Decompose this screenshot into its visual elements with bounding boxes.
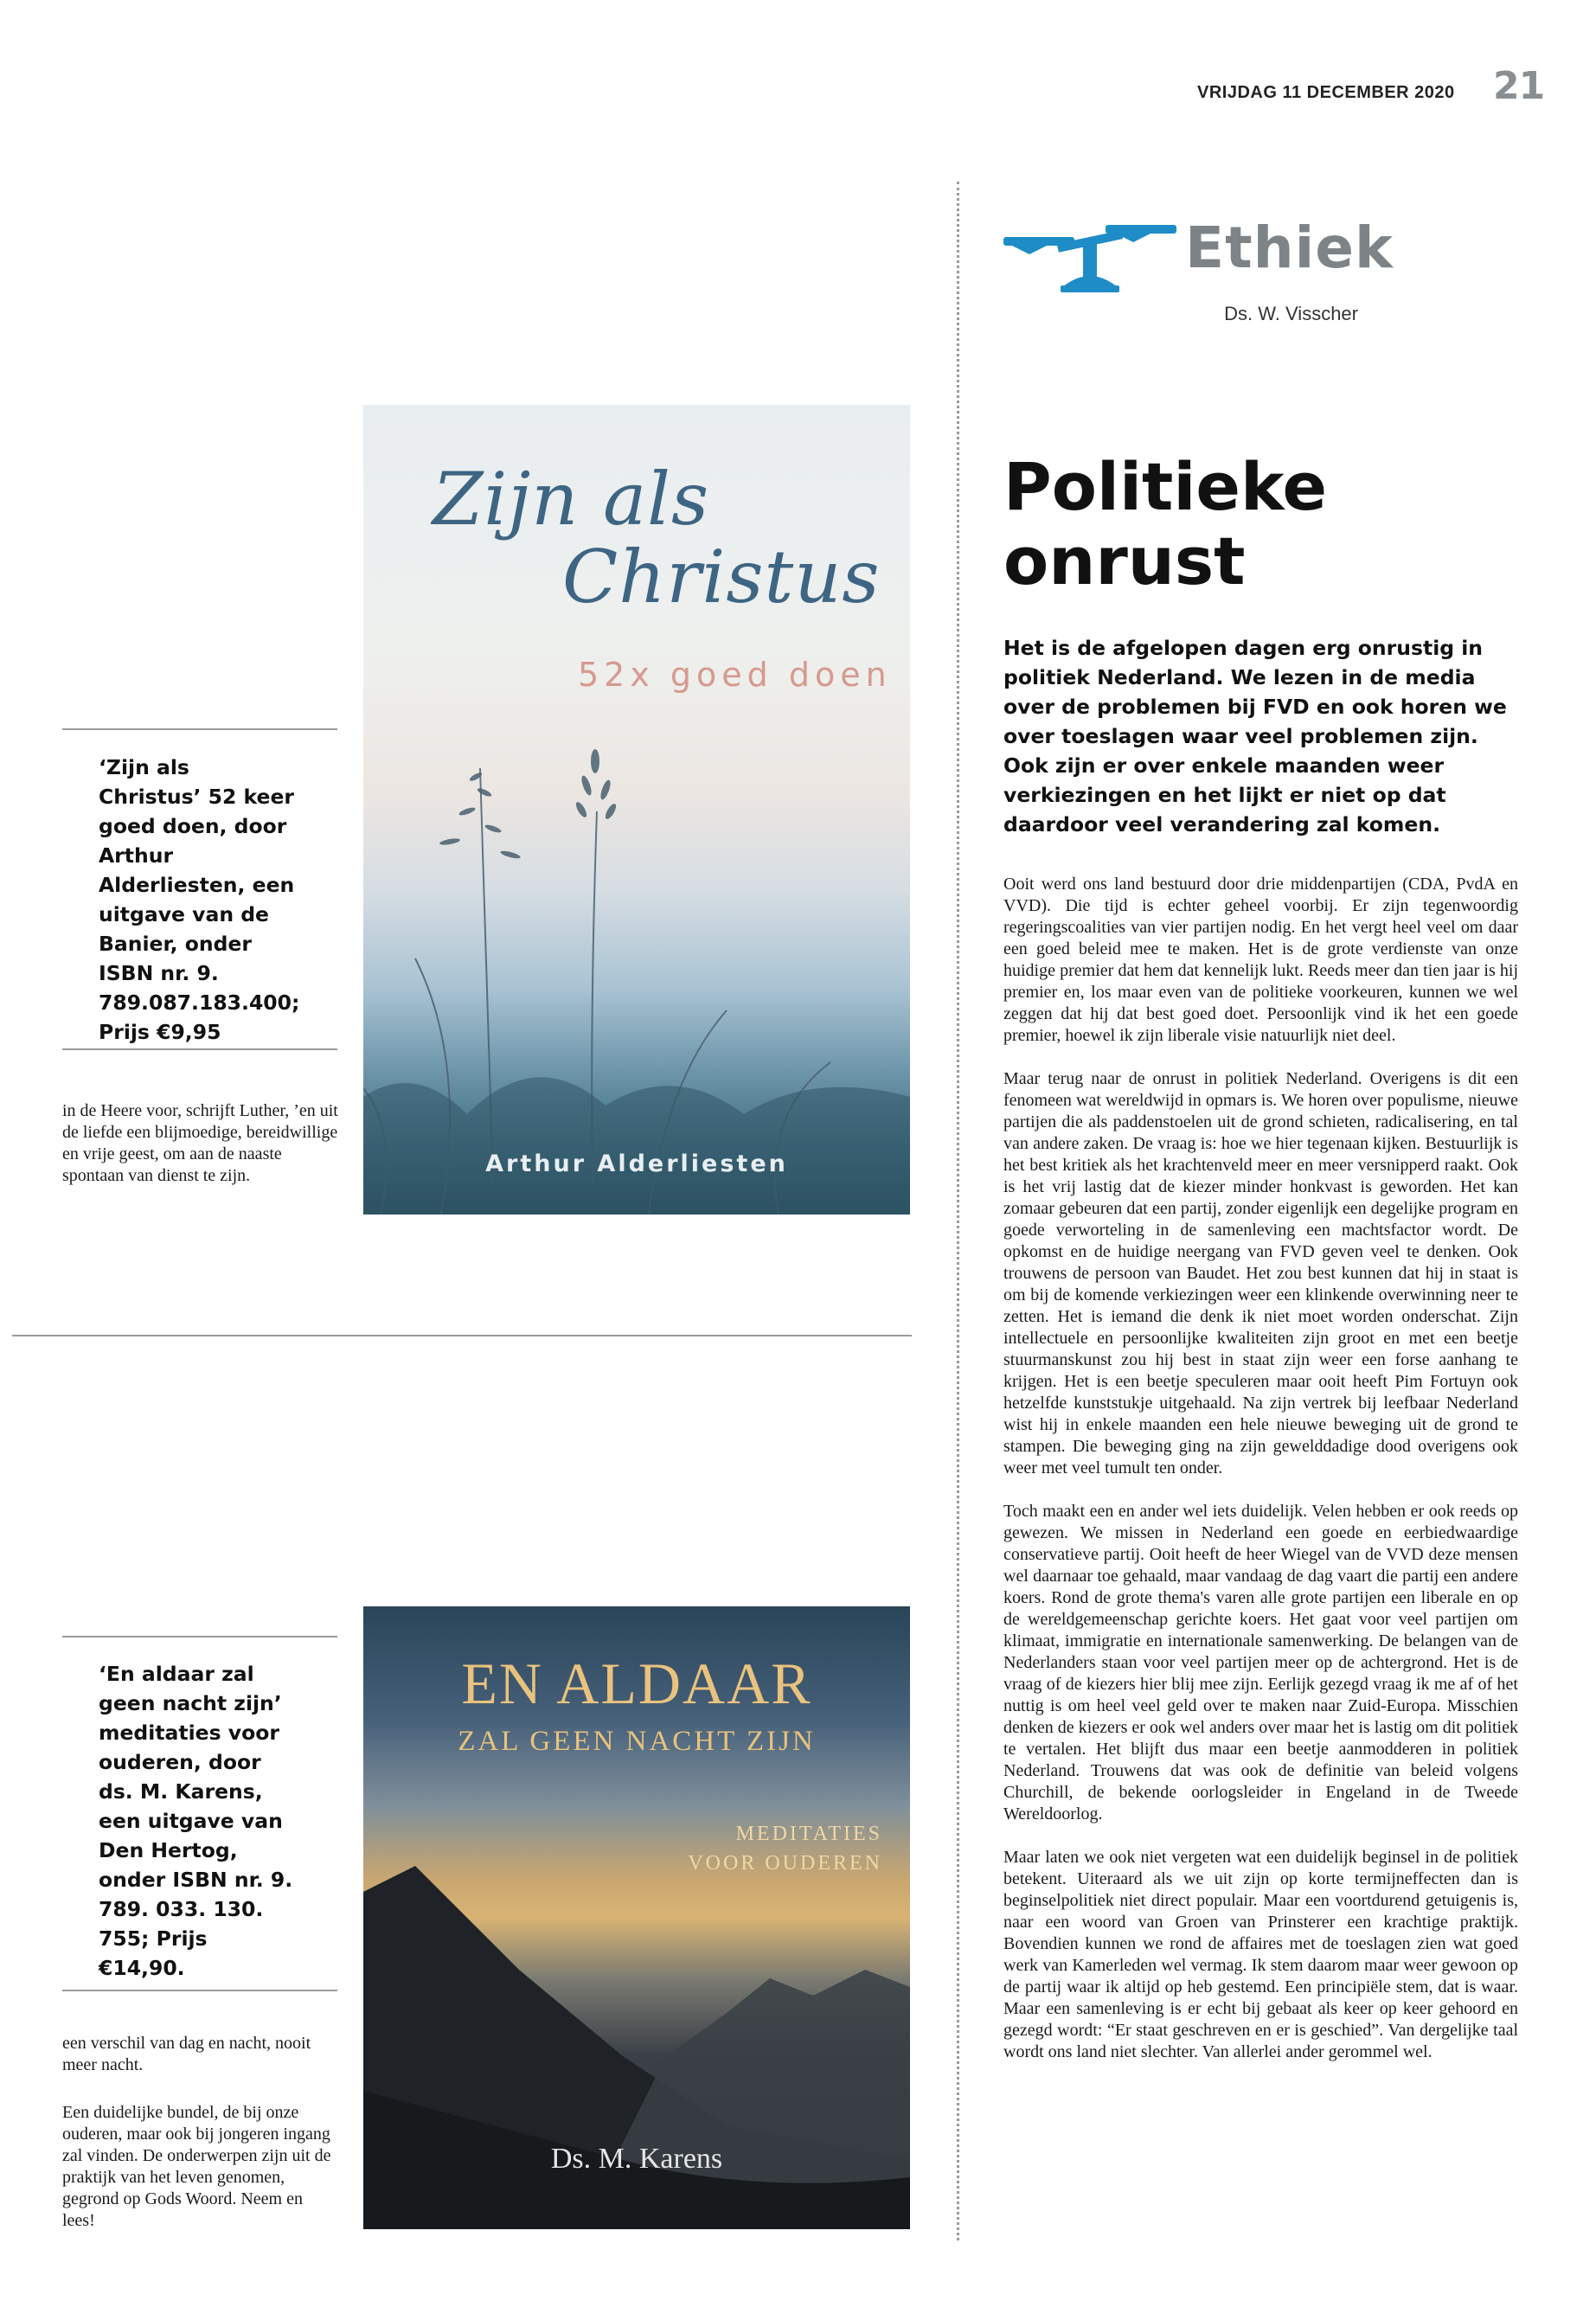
body-paragraph: Maar terug naar de onrust in politiek Nederland. Overigens is dit een fenomeen wat wereldwijd in opmars is. We horen over populisme, nieuwe partijen die als paddenstoelen uit de grond schieten, radicalisering, en tal van andere zaken. De vraag is: hoe we hier tegenaan kijken. Bestuurlijk is het best kritiek als het krachtenveld meer en meer versnipperd raakt. Ook is het vrij lastig dat de kiezer minder honkvast is geworden. Het kan zomaar gebeuren dat een partij, zonder eigenlijk een degelijke program en goede verworteling in de samenleving een machtsfactor wordt. De opkomst en de huidige neergang van FVD geven veel te denken. Ook trouwens de persoon van Baudet. Het zou best kunnen dat hij in staat is om bij de komende verkiezingen weer een klinkende overwinning neer te zetten. Het is iemand die denk ik niet moet worden onderschat. Zijn intellectuele en persoonlijke kwaliteiten zijn groot en met een beetje stuurmanskunst zou hij best in staat zijn weer een forse aanhang te krijgen. Het is een beetje speculeren maar ooit heeft Pim Fortuyn ook hetzelfde kunststukje uitgehaald. Na zijn vertrek bij leefbaar Nederland wist hij in enkele maanden een hele nieuwe beweging uit de grond te stampen. Die beweging ging na zijn gewelddadige dood overigens ook weer met veel tumult ten onder. <box>1003 1069 1518 1477</box>
book2-cover-title: EN ALDAAR <box>461 1650 812 1716</box>
book1-snippet: in de Heere voor, schrijft Luther, ’en uit de liefde een blijmoedige, bereidwillige en vrije geest, om aan de naaste spontaan van dienst te zijn. <box>62 1101 338 1185</box>
byline: Ds. W. Visscher <box>1224 303 1358 324</box>
book1-cover-subtitle: 52x goed doen <box>578 656 892 694</box>
caption-rule <box>62 1636 337 1638</box>
headline-line: Politieke <box>1003 448 1327 525</box>
book2-cover-subtitle: ZAL GEEN NACHT ZIJN <box>458 1726 816 1757</box>
column-divider <box>957 182 959 2240</box>
book1-cover-title: Christus <box>562 535 881 619</box>
book2-cover-meditaties: VOOR OUDEREN <box>688 1852 882 1875</box>
article-lead: Het is de afgelopen dagen erg onrustig in politiek Nederland. We lezen in de media over de problemen bij FVD en ook horen we over toeslagen waar veel problemen zijn. Ook zijn er over enkele maanden weer verkiezingen en het lijkt er niet op dat daardoor veel verandering zal komen. <box>1003 636 1507 836</box>
body-paragraph: Maar laten we ook niet vergeten wat een duidelijk beginsel in de politiek betekent. Uiteraard als we uit zijn op korte termijneffecten dan is beginselpolitiek niet direct populair. Maar een voortdurend getuigenis is, naar een woord van Groen van Prinsterer een krachtige praktijk. Bovendien kunnen we rond de affaires met de toeslagen zien wat goed werk van Kamerleden wel vermag. Ik stem daarom maar weer gewoon op de partij waar ik altijd op heb gestemd. Een principiële stem, dat is waar. Maar een samenleving is er echt bij gebaat als keer op keer gehoord en gezegd wordt: “Er staat geschreven en er is geschied”. Van dergelijke taal wordt ons land niet slechter. Van allerlei ander gerommel wel. <box>1003 1848 1518 2061</box>
page-number: 21 <box>1493 64 1545 108</box>
body-paragraph: Ooit werd ons land bestuurd door drie middenpartijen (CDA, PvdA en VVD). Die tijd is echter geheel voorbij. Er zijn tegenwoordig regeringscoalities van vier partijen nodig. En het vergt heel veel om daar een goed beleid mee te maken. Het is de grote verdienste van onze huidige premier dat hem dat kennelijk lukt. Reeds meer dan tien jaar is hij premier en, los maar even van de politieke voorkeuren, kunnen we wel zeggen dat hij dat best goed doet. Persoonlijk vind ik het een goede premier, hoewel ik zijn liberale visie natuurlijk niet deel. <box>1003 875 1518 1045</box>
caption-rule <box>62 728 337 730</box>
book1-cover-author: Arthur Alderliesten <box>485 1150 788 1177</box>
body-paragraph: Toch maakt een en ander wel iets duidelijk. Velen hebben er ook reeds op gewezen. We missen in Nederland een goede en eerbiedwaardige conservatieve partij. Ooit heeft de heer Wiegel van de VVD deze mensen wel daarnaar toe gehaald, maar vandaag de dag vaart die partij een andere koers. Rond de grote thema's varen alle grote partijen een liberale en op de wereldgemeenschap gerichte koers. Het gaat voor veel partijen om klimaat, immigratie en internationale samenwerking. De belangen van de Nederlanders staan voor veel partijen meer op de achtergrond. Het is de vraag of de kiezers hier blij mee zijn. Eerlijk gezegd vraag ik me af of het nuttig is om heel veel geld over te maken naar Zuid-Europa. Misschien denken de kiezers er ook wel anders over maar het is lastig om dit politiek te vertalen. Het blijft dus maar een beetje aanmodderen in politiek Nederland. Trouwens dat was ook de definitie van beleid volgens Churchill, de bekende oorlogsleider in Engeland in de Tweede Wereldoorlog. <box>1003 1502 1518 1823</box>
caption-rule <box>62 1048 337 1050</box>
article-headline <box>1003 450 1522 599</box>
book1-cover-title: Zijn als <box>433 457 710 542</box>
article-body <box>1003 874 1518 2085</box>
book1-caption: ‘Zijn als Christus’ 52 keer goed doen, door Arthur Alderliesten, een uitgave van de Banier, onder ISBN nr. 9. 789.087.183.400; Prijs €9,95 <box>99 755 300 1044</box>
book2-cover <box>363 1606 910 2229</box>
book2-snippet: een verschil van dag en nacht, nooit meer nacht. <box>62 2034 311 2074</box>
headline-line: onrust <box>1003 522 1246 599</box>
section-divider <box>12 1335 912 1336</box>
book2-cover-meditaties: MEDITATIES <box>735 1823 882 1845</box>
scale-icon <box>1003 216 1176 294</box>
page-date: VRIJDAG 11 DECEMBER 2020 <box>1197 83 1455 102</box>
section-title: Ethiek <box>1185 215 1394 281</box>
book2-cover-author: Ds. M. Karens <box>550 2143 723 2175</box>
book2-caption: ‘En aldaar zal geen nacht zijn’ meditaties voor ouderen, door ds. M. Karens, een uitgave van Den Hertog, onder ISBN nr. 9. 789. 033. 130. 755; Prijs €14,90. <box>99 1662 293 1980</box>
book2-snippet: Een duidelijke bundel, de bij onze ouderen, maar ook bij jongeren ingang zal vinden. De onderwerpen zijn uit de praktijk van het leven genomen, gegrond op Gods Woord. Neem en lees! <box>62 2103 331 2230</box>
book1-cover <box>363 405 910 1215</box>
caption-rule <box>62 1990 337 1991</box>
